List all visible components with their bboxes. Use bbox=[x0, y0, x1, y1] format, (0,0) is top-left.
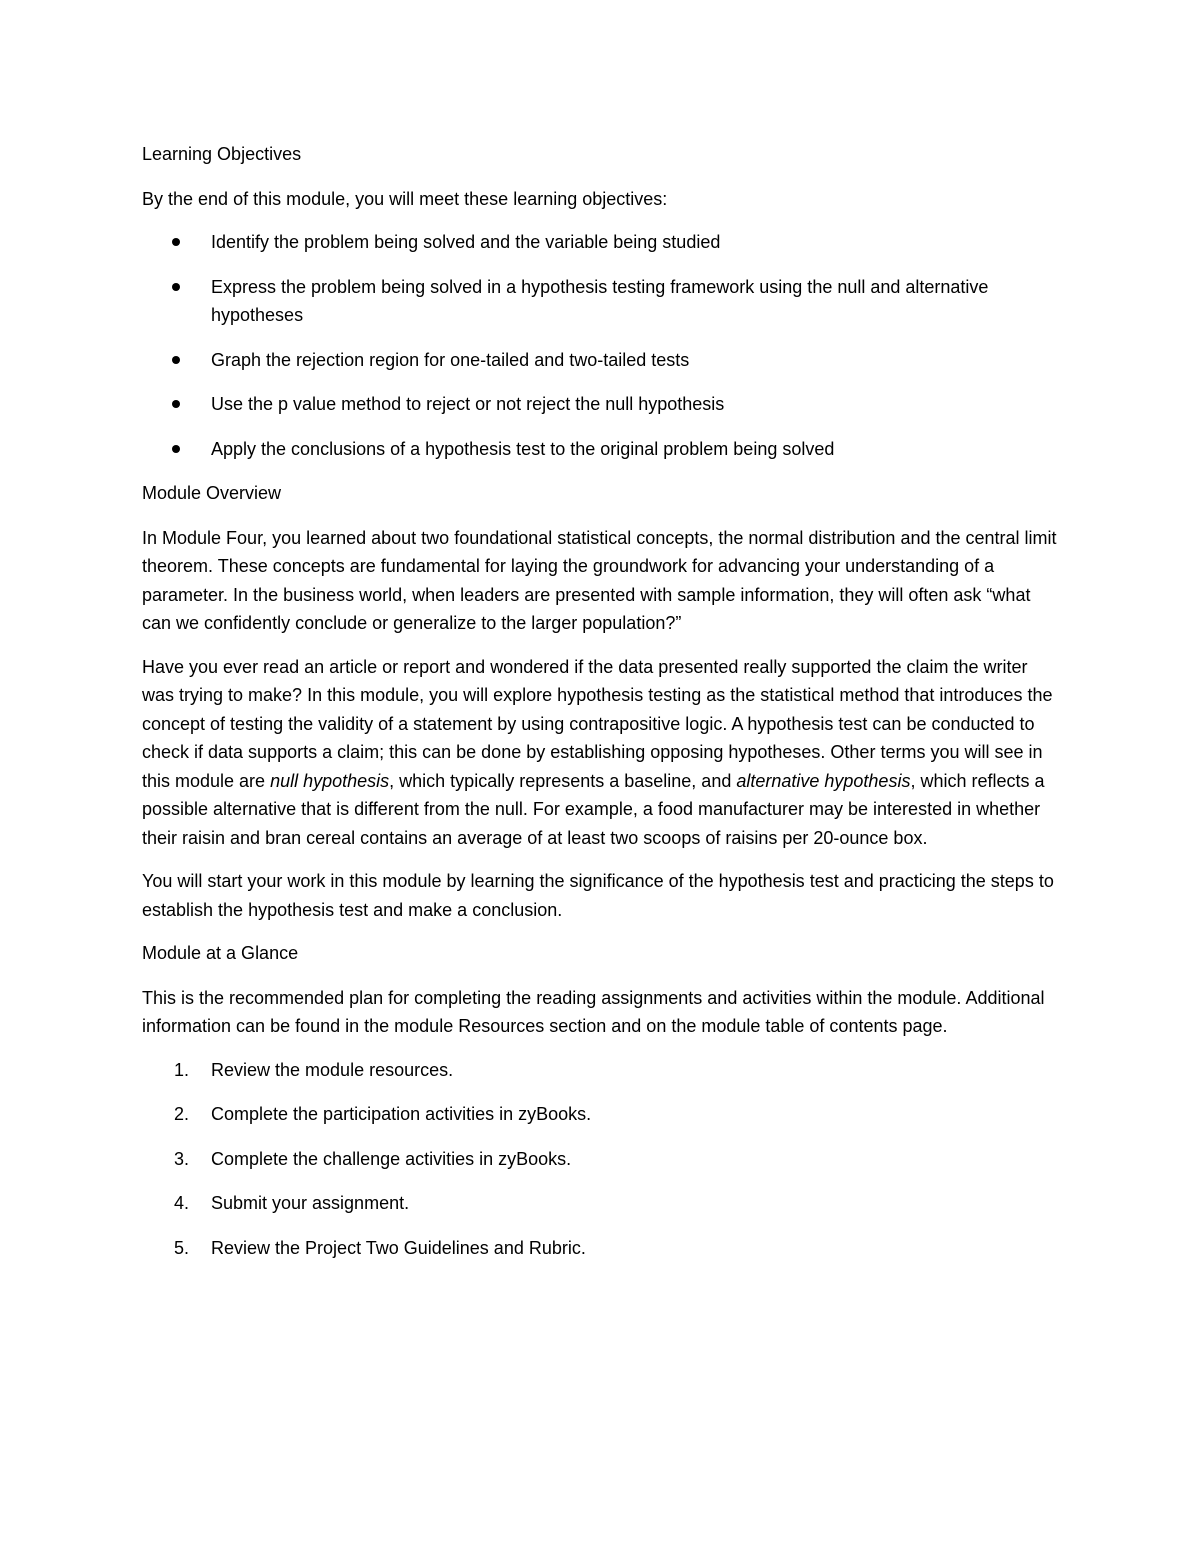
list-item bbox=[142, 228, 1062, 257]
overview-paragraph-3: You will start your work in this module by learning the significance of the hypothesis test and practicing the steps to establish the hypothesis test and make a conclusion. bbox=[142, 871, 1054, 920]
module-steps-list bbox=[142, 1056, 1062, 1263]
bullet-icon bbox=[172, 283, 180, 291]
module-glance-heading: Module at a Glance bbox=[142, 943, 299, 963]
bullet-icon bbox=[172, 356, 180, 364]
list-item bbox=[142, 346, 1062, 375]
document-page bbox=[142, 140, 1062, 1278]
step-text: Complete the challenge activities in zyBooks. bbox=[211, 1148, 572, 1169]
overview-paragraph-2 bbox=[142, 653, 1062, 853]
bullet-icon bbox=[172, 400, 180, 408]
list-item bbox=[142, 390, 1062, 419]
step-number: 3. bbox=[174, 1148, 190, 1169]
step-text: Review the module resources. bbox=[211, 1059, 454, 1080]
list-item bbox=[142, 1145, 1062, 1174]
module-overview-section bbox=[142, 479, 1062, 924]
list-item bbox=[142, 1056, 1062, 1085]
list-item-text: Identify the problem being solved and the variable being studied bbox=[211, 232, 721, 252]
learning-objectives-section bbox=[142, 140, 1062, 463]
learning-objectives-intro: By the end of this module, you will meet these learning objectives: bbox=[142, 188, 668, 209]
overview-text: , which typically represents a baseline, and bbox=[389, 770, 737, 791]
list-item-text: Apply the conclusions of a hypothesis test to the original problem being solved bbox=[211, 438, 835, 459]
overview-text: , which reflects a possible alternative that is different from the null. For example, a food manufacturer may be interested in whether their raisin and bran cereal contains an average of at least two scoops of raisins per 20-ounce box. bbox=[142, 770, 1045, 848]
learning-objectives-list bbox=[142, 228, 1062, 463]
term-null-hypothesis: null hypothesis bbox=[270, 770, 390, 791]
list-item bbox=[142, 273, 1062, 330]
term-alternative-hypothesis: alternative hypothesis bbox=[736, 770, 911, 791]
step-text: Complete the participation activities in zyBooks. bbox=[211, 1104, 592, 1124]
list-item bbox=[142, 1100, 1062, 1129]
bullet-icon bbox=[172, 445, 180, 453]
step-number: 4. bbox=[174, 1193, 190, 1213]
module-glance-section bbox=[142, 939, 1062, 1262]
step-number: 5. bbox=[174, 1237, 190, 1258]
learning-objectives-heading: Learning Objectives bbox=[142, 144, 302, 164]
list-item bbox=[142, 1234, 1062, 1263]
module-glance-intro: This is the recommended plan for completing the reading assignments and activities within the module. Additional information can be found in the module Resources section and on the module table of contents page. bbox=[142, 987, 1045, 1036]
list-item bbox=[142, 435, 1062, 464]
module-overview-heading: Module Overview bbox=[142, 483, 282, 503]
overview-text: Have you ever read an article or report and wondered if the data presented really supported the claim the writer was trying to make? In this module, you will explore hypothesis testing as the statistical method that introduces the concept of testing the validity of a statement by using contrapositive logic. A hypothesis test can be conducted to check if data supports a claim; this can be done by establishing opposing hypotheses. Other terms you will see in this module are bbox=[142, 656, 1053, 791]
list-item-text: Express the problem being solved in a hypothesis testing framework using the null and alternative hypotheses bbox=[211, 276, 989, 325]
step-text: Review the Project Two Guidelines and Rubric. bbox=[211, 1237, 586, 1258]
step-text: Submit your assignment. bbox=[211, 1193, 410, 1213]
bullet-icon bbox=[172, 238, 180, 246]
list-item-text: Graph the rejection region for one-tailed and two-tailed tests bbox=[211, 349, 690, 370]
overview-paragraph-1: In Module Four, you learned about two foundational statistical concepts, the normal distribution and the central limit theorem. These concepts are fundamental for laying the groundwork for advancing your understanding of a parameter. In the business world, when leaders are presented with sample information, they will often ask “what can we confidently conclude or generalize to the larger population?” bbox=[142, 527, 1057, 633]
step-number: 1. bbox=[174, 1059, 190, 1080]
step-number: 2. bbox=[174, 1104, 190, 1124]
list-item-text: Use the p value method to reject or not reject the null hypothesis bbox=[211, 394, 725, 414]
list-item bbox=[142, 1189, 1062, 1218]
